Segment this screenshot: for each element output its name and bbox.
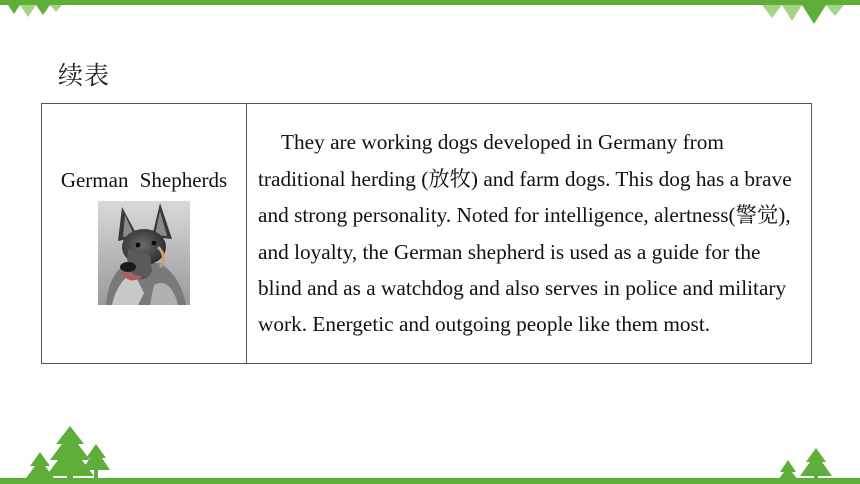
triangle-pattern-icon: [0, 0, 70, 22]
top-decorative-bar: [0, 0, 860, 5]
breed-name: German Shepherds: [60, 168, 228, 192]
breed-table: [41, 103, 812, 364]
bottom-decorative-bar: [0, 478, 860, 484]
triangle-pattern-icon: [740, 0, 860, 26]
german-shepherd-photo: [98, 201, 190, 305]
continued-table-label: 续表: [58, 61, 111, 90]
breed-description-cell: [247, 104, 812, 364]
breed-description: They are working dogs developed in Germany from traditional herding (放牧) and farm dogs. This dog has a brave and strong personality. Noted for intelligence, alertness(警觉), and loyalty, the German shepherd is used as a guide for the blind and as a watchdog and also serves in police and military work. Energetic and outgoing people like them most.: [258, 130, 792, 337]
breed-name-cell: [42, 104, 247, 364]
tree-decoration-icon: [776, 448, 836, 482]
table-row: [42, 104, 812, 364]
tree-decoration-icon: [22, 424, 112, 482]
